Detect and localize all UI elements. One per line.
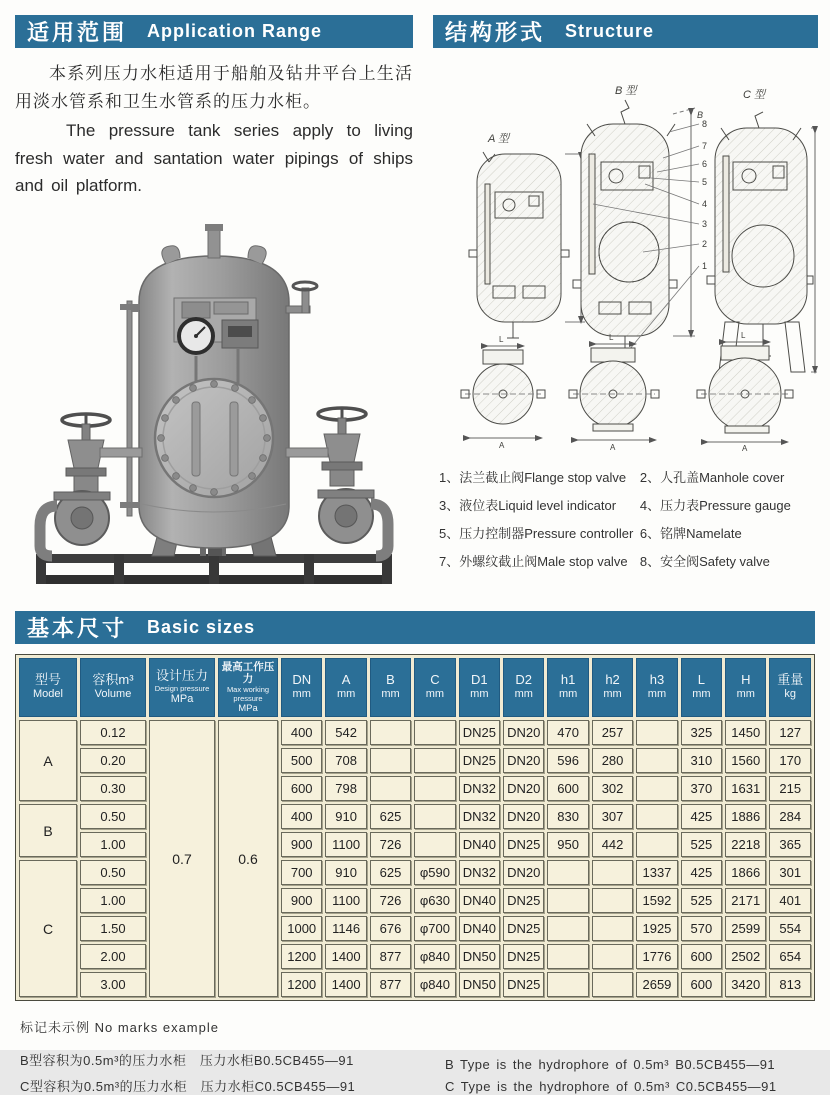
table-cell: φ840 [414,944,455,969]
part-item-3: 3、液位表Liquid level indicator [439,498,617,513]
table-cell [636,832,677,857]
table-cell: 654 [769,944,811,969]
table-cell: 1592 [636,888,677,913]
steel-base-frame [36,554,392,584]
table-cell: 2171 [725,888,766,913]
table-cell: 700 [281,860,322,885]
product-photo [15,206,413,599]
shoulder-valve [286,282,317,313]
pressure-controller [222,320,258,348]
table-cell: 170 [769,748,811,773]
callout-4: 4 [702,199,708,209]
basic-sizes-header [15,611,815,644]
callout-7: 7 [702,141,708,151]
table-row [19,804,811,829]
basic-sizes-table [15,654,815,1002]
topview-c-dim-a: A [742,444,748,453]
table-cell: 400 [281,804,322,829]
table-cell: 625 [370,804,411,829]
table-cell: 3.00 [80,972,146,997]
table-cell: 813 [769,972,811,997]
table-cell: 2502 [725,944,766,969]
table-cell [547,944,588,969]
footer-notes [20,1017,815,1095]
table-cell: 1200 [281,944,322,969]
table-row [19,916,811,941]
column-header-4: DN mm [281,658,322,718]
table-cell: φ700 [414,916,455,941]
table-cell: 301 [769,860,811,885]
table-cell: DN32 [459,860,500,885]
column-header-7: C mm [414,658,455,718]
table-cell: 625 [370,860,411,885]
callout-3: 3 [702,219,708,229]
table-cell: 0.50 [80,860,146,885]
sizes-table-head-row [19,658,811,718]
table-cell: 400 [281,720,322,745]
table-cell: 0.20 [80,748,146,773]
table-cell: DN20 [503,748,544,773]
structure-drawing [433,54,818,457]
part-item-7: 7、外螺纹截止阀Male stop valve [439,554,628,569]
table-cell: 1.00 [80,832,146,857]
parts-list [433,467,818,570]
table-cell [592,888,633,913]
topview-a-dim-l: L [499,335,504,344]
footer-en-c: C Type is the hydrophore of 0.5m³ C0.5CB455—91 [445,1079,777,1095]
table-cell: 470 [547,720,588,745]
top-view-c [697,331,793,453]
column-header-14: H mm [725,658,766,718]
table-cell: 900 [281,832,322,857]
table-row [19,888,811,913]
table-cell: DN25 [503,832,544,857]
table-cell: 215 [769,776,811,801]
table-cell: 310 [681,748,722,773]
part-item-6: 6、铭牌Namelate [639,526,742,541]
table-cell: DN20 [503,720,544,745]
footer-zh-c: C型容积为0.5m³的压力水柜 压力水柜C0.5CB455—91 [20,1079,356,1095]
table-cell: A [19,720,77,801]
pressure-gauge [179,319,213,353]
table-cell: 950 [547,832,588,857]
table-cell: DN40 [459,832,500,857]
structure-title-zh: 结构形式 [445,20,546,45]
table-row [19,944,811,969]
top-view-a [461,335,545,450]
table-cell: B [19,804,77,857]
part-item-1: 1、法兰截止阀Flange stop valve [439,470,627,485]
table-cell [547,972,588,997]
table-cell [414,720,455,745]
table-row [19,748,811,773]
column-header-15: 重量 kg [769,658,811,718]
basic-sizes-title-en: Basic sizes [147,616,256,637]
table-cell: 127 [769,720,811,745]
pressure-tank-photo-illustration [24,206,404,594]
table-cell: 542 [325,720,366,745]
callout-1: 1 [702,261,708,271]
table-cell: 0.30 [80,776,146,801]
table-cell: 877 [370,944,411,969]
structure-drawing-svg [433,54,818,452]
column-header-12: h3 mm [636,658,677,718]
no-marks-note: 标记未示例 No marks example [20,1020,219,1036]
table-cell: DN25 [503,916,544,941]
table-row [19,720,811,745]
table-cell: 1100 [325,832,366,857]
column-header-0: 型号 Model [19,658,77,718]
table-cell: C [19,860,77,997]
footer-zh-b: B型容积为0.5m³的压力水柜 压力水柜B0.5CB455—91 [20,1053,354,1069]
table-cell: 307 [592,804,633,829]
table-cell: 0.12 [80,720,146,745]
manhole-cover [155,379,273,497]
table-cell: DN40 [459,916,500,941]
table-cell: 1925 [636,916,677,941]
table-cell [547,860,588,885]
footer-en-b: B Type is the hydrophore of 0.5m³ B0.5CB455—91 [445,1057,776,1073]
table-cell: 0.50 [80,804,146,829]
table-cell: 2218 [725,832,766,857]
table-cell: 0.6 [218,720,278,997]
table-cell: 365 [769,832,811,857]
footer-left [20,1017,445,1095]
sizes-table-body [19,720,811,997]
table-cell: 3420 [725,972,766,997]
table-cell: DN50 [459,944,500,969]
table-cell: 1450 [725,720,766,745]
table-cell: 425 [681,860,722,885]
table-cell [592,916,633,941]
table-cell: 1776 [636,944,677,969]
table-cell: φ630 [414,888,455,913]
tank-c-drawing [707,88,817,372]
table-cell [636,804,677,829]
application-column [15,15,413,599]
application-text [15,60,413,200]
table-cell: DN20 [503,776,544,801]
table-cell [414,776,455,801]
table-cell: 600 [547,776,588,801]
table-cell: 1146 [325,916,366,941]
table-cell: 570 [681,916,722,941]
table-cell: DN32 [459,804,500,829]
table-cell: 830 [547,804,588,829]
table-cell: 1.00 [80,888,146,913]
table-cell: 1866 [725,860,766,885]
topview-c-dim-l: L [741,331,746,340]
table-cell [592,972,633,997]
table-row [19,776,811,801]
footer-right [445,1050,777,1095]
application-range-header [15,15,413,48]
table-cell: 877 [370,972,411,997]
part-item-2: 2、人孔盖Manhole cover [639,470,785,485]
table-cell [592,944,633,969]
table-cell [636,748,677,773]
table-row [19,832,811,857]
basic-sizes-title-zh: 基本尺寸 [27,615,128,641]
column-header-5: A mm [325,658,366,718]
table-cell: DN25 [503,972,544,997]
topview-b-dim-l: L [609,333,614,342]
table-cell: DN20 [503,860,544,885]
structure-column [433,15,818,599]
type-c-label: C 型 [743,89,765,101]
table-cell: DN50 [459,972,500,997]
table-cell: φ590 [414,860,455,885]
callout-2: 2 [702,239,708,249]
table-cell: 525 [681,832,722,857]
column-header-10: h1 mm [547,658,588,718]
column-header-9: D2 mm [503,658,544,718]
table-cell: 401 [769,888,811,913]
table-cell: DN25 [459,720,500,745]
top-view-b [569,333,659,452]
table-cell: 1560 [725,748,766,773]
table-cell [370,748,411,773]
application-paragraph-zh: 本系列压力水柜适用于船舶及钻井平台上生活用淡水管系和卫生水管系的压力水柜。 [15,64,413,111]
part-item-8: 8、安全阀Safety valve [639,554,770,569]
table-cell: 425 [681,804,722,829]
callout-8: 8 [702,119,708,129]
table-cell: 596 [547,748,588,773]
table-cell: 325 [681,720,722,745]
table-cell: 1886 [725,804,766,829]
right-pump-valve-assembly [286,408,388,556]
table-cell: 500 [281,748,322,773]
table-cell [547,916,588,941]
callout-6: 6 [702,159,708,169]
column-header-13: L mm [681,658,722,718]
application-title-zh: 适用范围 [27,20,128,45]
table-cell: 0.7 [149,720,215,997]
table-cell: DN32 [459,776,500,801]
table-cell: 442 [592,832,633,857]
table-cell: 2599 [725,916,766,941]
table-cell: 1200 [281,972,322,997]
application-title-en: Application Range [147,21,323,41]
table-cell [370,776,411,801]
table-cell: 2659 [636,972,677,997]
structure-title-en: Structure [565,21,655,41]
table-cell: 600 [681,972,722,997]
table-cell: 1400 [325,944,366,969]
table-cell [592,860,633,885]
column-header-11: h2 mm [592,658,633,718]
table-cell: 676 [370,916,411,941]
table-cell [414,748,455,773]
column-header-2: 设计压力 Design pressure MPa [149,658,215,718]
table-cell [414,804,455,829]
table-cell [547,888,588,913]
table-cell: 554 [769,916,811,941]
dim-b-label: B [697,110,704,120]
callout-5: 5 [702,177,708,187]
column-header-8: D1 mm [459,658,500,718]
application-paragraph-en: The pressure tank series apply to living fresh water and santation water pipings of ships and oil platform. [15,121,413,196]
table-cell: 370 [681,776,722,801]
table-row [19,972,811,997]
tank-a-drawing [469,132,585,338]
type-b-label: B 型 [615,85,637,97]
part-item-4: 4、压力表Pressure gauge [639,498,791,513]
part-item-5: 5、压力控制器Pressure controller [439,526,634,541]
type-a-label: A 型 [488,133,509,145]
tank-b-drawing [573,84,703,354]
table-row [19,860,811,885]
table-cell: DN25 [459,748,500,773]
table-cell: DN25 [503,888,544,913]
structure-header [433,15,818,48]
table-cell: 302 [592,776,633,801]
table-cell: 2.00 [80,944,146,969]
table-cell: 1400 [325,972,366,997]
table-cell [414,832,455,857]
table-cell: DN25 [503,944,544,969]
topview-b-dim-a: A [610,443,616,452]
table-cell [370,720,411,745]
table-cell: DN40 [459,888,500,913]
column-header-1: 容积m³ Volume [80,658,146,718]
table-cell: 600 [281,776,322,801]
table-cell: 910 [325,860,366,885]
table-cell: 600 [681,944,722,969]
table-cell: 798 [325,776,366,801]
table-cell: 726 [370,832,411,857]
table-cell: 900 [281,888,322,913]
table-cell: 708 [325,748,366,773]
table-cell: 910 [325,804,366,829]
table-cell: 525 [681,888,722,913]
column-header-6: B mm [370,658,411,718]
table-cell: 284 [769,804,811,829]
table-cell: 1631 [725,776,766,801]
table-cell: 1.50 [80,916,146,941]
table-cell: DN20 [503,804,544,829]
level-gauge-pipe [120,301,140,516]
table-cell: 280 [592,748,633,773]
table-cell: 1000 [281,916,322,941]
table-cell: 257 [592,720,633,745]
table-cell: φ840 [414,972,455,997]
column-header-3: 最高工作压力 Max working pressure MPa [218,658,278,718]
table-cell: 1100 [325,888,366,913]
table-cell: 1337 [636,860,677,885]
table-cell: 726 [370,888,411,913]
topview-a-dim-a: A [499,441,505,450]
table-cell [636,720,677,745]
table-cell [636,776,677,801]
